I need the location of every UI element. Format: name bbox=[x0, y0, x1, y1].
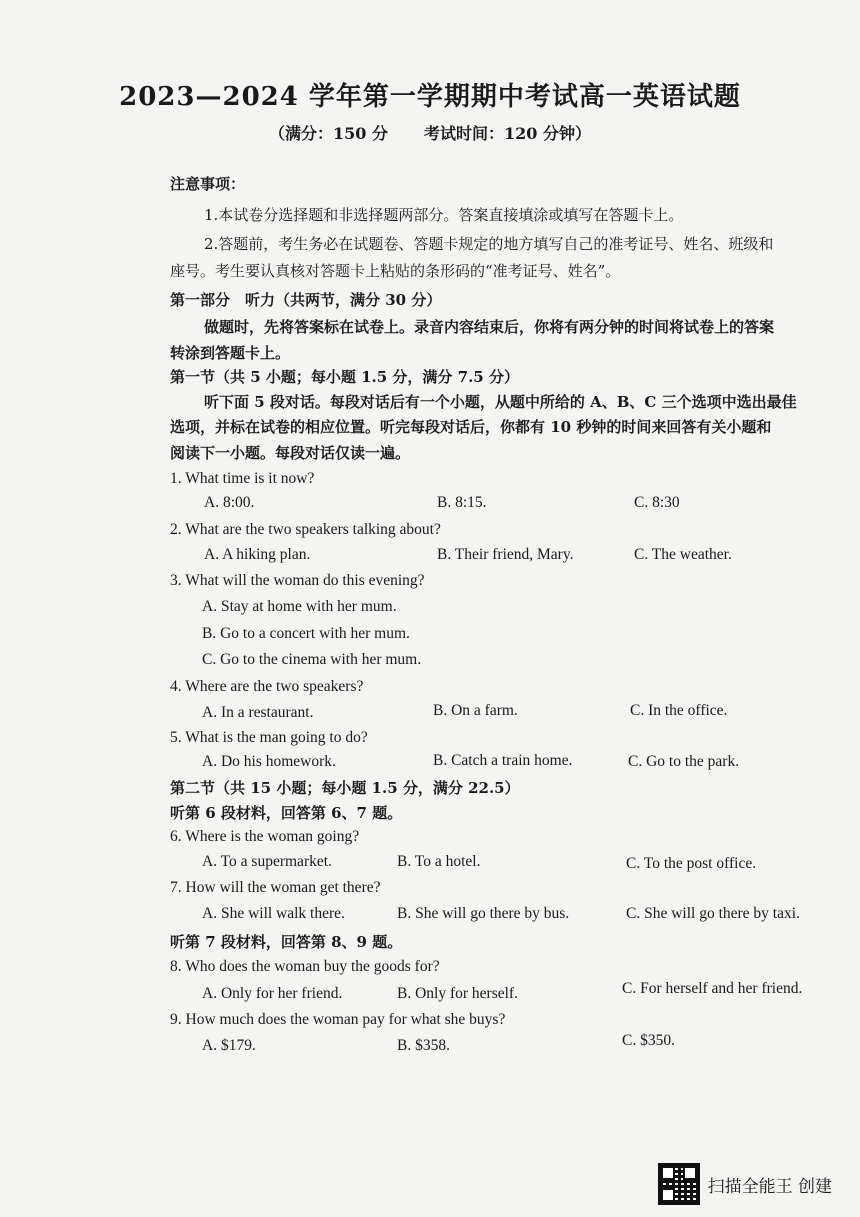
q6-option-c: C. To the post office. bbox=[626, 855, 757, 872]
exam-subtitle bbox=[0, 121, 860, 144]
question-5: 5. What is the man going to do? bbox=[170, 729, 368, 746]
section1-heading: 第一节（共 5 小题；每小题 1.5 分，满分 7.5 分） bbox=[170, 368, 519, 386]
section1-instruction-line-2: 选项，并标在试卷的相应位置。听完每段对话后，你都有 10 秒钟的时间来回答有关小题和 bbox=[170, 418, 772, 436]
scanner-watermark-text: 扫描全能王 创建 bbox=[707, 1176, 832, 1197]
question-1: 1. What time is it now? bbox=[170, 470, 315, 487]
q4-option-c: C. In the office. bbox=[630, 702, 728, 719]
q7-option-c: C. She will go there by taxi. bbox=[626, 905, 800, 922]
time-info: 考试时间：120 分钟） bbox=[424, 124, 591, 143]
q8-option-c: C. For herself and her friend. bbox=[622, 980, 803, 997]
notice-item-1: 1.本试卷分选择题和非选择题两部分。答案直接填涂或填写在答题卡上。 bbox=[204, 206, 684, 224]
q9-option-b: B. $358. bbox=[397, 1037, 450, 1054]
part1-heading: 第一部分 听力（共两节，满分 30 分） bbox=[170, 291, 442, 309]
q7-option-b: B. She will go there by bus. bbox=[397, 905, 570, 922]
q3-option-a: A. Stay at home with her mum. bbox=[202, 598, 397, 615]
question-4: 4. Where are the two speakers? bbox=[170, 678, 364, 695]
q2-option-c: C. The weather. bbox=[634, 546, 732, 563]
section1-instruction-line-1: 听下面 5 段对话。每段对话后有一个小题，从题中所给的 A、B、C 三个选项中选出最佳 bbox=[204, 393, 797, 411]
question-2: 2. What are the two speakers talking about? bbox=[170, 521, 441, 538]
notice-item-2-line-2: 座号。考生要认真核对答题卡上粘贴的条形码的“准考证号、姓名”。 bbox=[170, 262, 621, 280]
qr-code-icon bbox=[658, 1163, 700, 1205]
q1-option-c: C. 8:30 bbox=[634, 494, 680, 511]
section1-instruction-line-3: 阅读下一小题。每段对话仅读一遍。 bbox=[170, 444, 411, 462]
part1-instruction-line-2: 转涂到答题卡上。 bbox=[170, 344, 291, 362]
q6-option-b: B. To a hotel. bbox=[397, 853, 481, 870]
q5-option-c: C. Go to the park. bbox=[628, 753, 740, 770]
score-info: （满分：150 分 bbox=[269, 124, 388, 143]
question-3: 3. What will the woman do this evening? bbox=[170, 572, 425, 589]
q9-option-c: C. $350. bbox=[622, 1032, 675, 1049]
scanner-watermark bbox=[658, 1163, 832, 1205]
question-8: 8. Who does the woman buy the goods for? bbox=[170, 958, 440, 975]
section2-heading: 第二节（共 15 小题；每小题 1.5 分，满分 22.5） bbox=[170, 779, 520, 797]
q4-option-b: B. On a farm. bbox=[433, 702, 518, 719]
q4-option-a: A. In a restaurant. bbox=[202, 704, 314, 721]
q2-option-a: A. A hiking plan. bbox=[204, 546, 311, 563]
material-7-instruction: 听第 7 段材料，回答第 8、9 题。 bbox=[170, 933, 403, 951]
material-6-instruction: 听第 6 段材料，回答第 6、7 题。 bbox=[170, 804, 403, 822]
q3-option-b: B. Go to a concert with her mum. bbox=[202, 625, 410, 642]
q8-option-a: A. Only for her friend. bbox=[202, 985, 343, 1002]
exam-title: 2023—2024 学年第一学期期中考试高一英语试题 bbox=[119, 82, 741, 112]
question-6: 6. Where is the woman going? bbox=[170, 828, 360, 845]
question-9: 9. How much does the woman pay for what she buys? bbox=[170, 1011, 506, 1028]
q8-option-b: B. Only for herself. bbox=[397, 985, 518, 1002]
q9-option-a: A. $179. bbox=[202, 1037, 256, 1054]
q5-option-b: B. Catch a train home. bbox=[433, 752, 573, 769]
q1-option-a: A. 8:00. bbox=[204, 494, 255, 511]
question-7: 7. How will the woman get there? bbox=[170, 879, 381, 896]
q2-option-b: B. Their friend, Mary. bbox=[437, 546, 574, 563]
notice-heading: 注意事项： bbox=[170, 175, 246, 193]
part1-instruction-line-1: 做题时，先将答案标在试卷上。录音内容结束后，你将有两分钟的时间将试卷上的答案 bbox=[204, 318, 775, 336]
q6-option-a: A. To a supermarket. bbox=[202, 853, 332, 870]
notice-item-2-line-1: 2.答题前，考生务必在试题卷、答题卡规定的地方填写自己的准考证号、姓名、班级和 bbox=[204, 235, 774, 253]
q5-option-a: A. Do his homework. bbox=[202, 753, 336, 770]
q7-option-a: A. She will walk there. bbox=[202, 905, 345, 922]
q1-option-b: B. 8:15. bbox=[437, 494, 487, 511]
q3-option-c: C. Go to the cinema with her mum. bbox=[202, 651, 422, 668]
